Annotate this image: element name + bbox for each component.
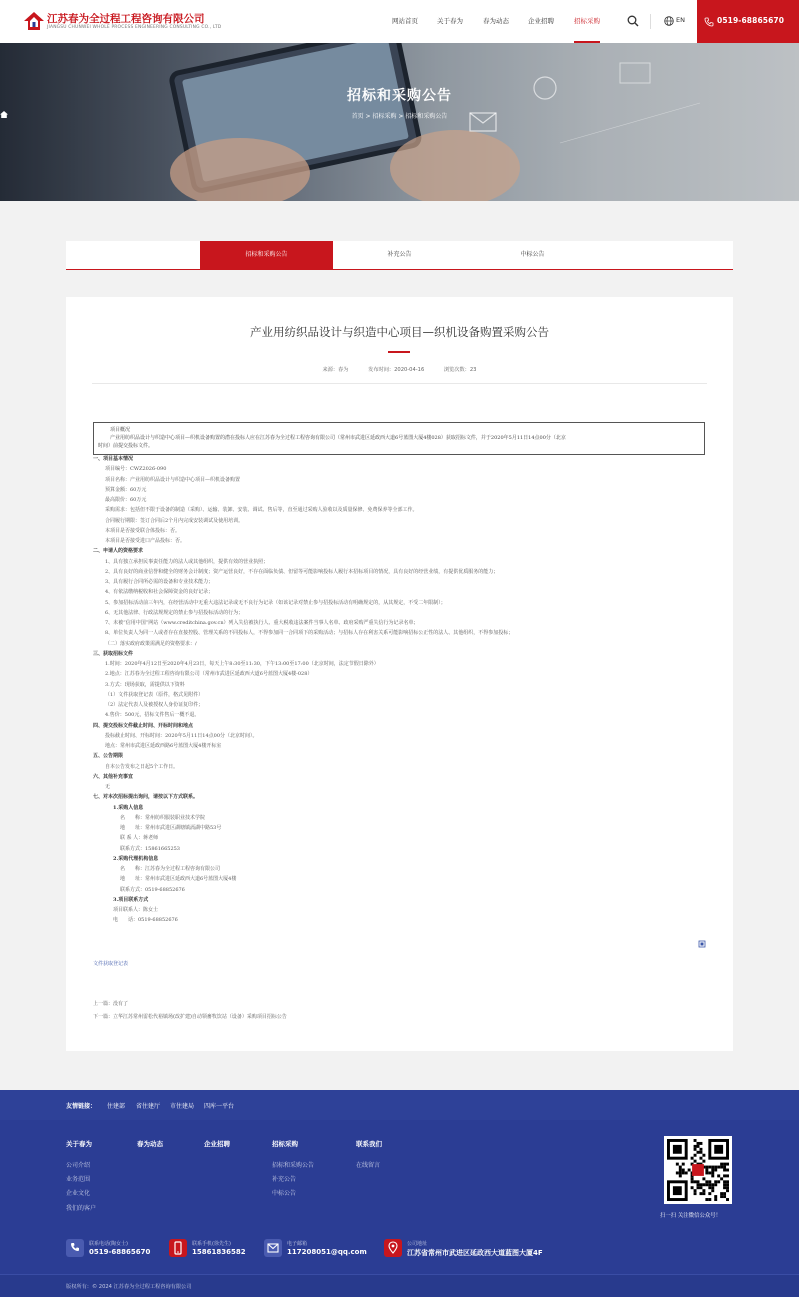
contact-label: 联系电话(陶女士) [89, 1241, 128, 1247]
footer-col-news-head[interactable]: 春为动态 [137, 1140, 163, 1148]
banner-tablet-image [0, 43, 799, 201]
nav-recruit[interactable]: 企业招聘 [528, 17, 554, 25]
body-line: 地 址：常州市武进区延政西大道6号蓝图大厦4楼 [120, 876, 237, 883]
attachment-icon[interactable] [698, 940, 706, 948]
body-line: 4、有依法缴纳税收和社会保障资金的良好记录； [105, 589, 214, 596]
section-heading: 四、提交投标文件截止时间、开标时间和地点 [93, 722, 194, 729]
body-line: 5、参加招标活动前三年内，在经营活动中无重大违法记录或无不良行为记录（如该记录对禁止参与招投标活动有明确规定的，从其规定，不受二年限制）； [105, 599, 446, 606]
phone-icon [704, 17, 714, 27]
body-line: 地点：常州市武进区延政西路6号蓝图大厦4楼开标室 [105, 743, 222, 749]
wechat-qr-code [664, 1136, 732, 1204]
body-line: 项目编号：CWZ2026-090 [105, 466, 167, 473]
body-line: 预算金额：60万元 [105, 486, 147, 493]
divider [92, 383, 707, 384]
next-article-link[interactable]: 下一篇：立华江苏常州雷松代裕镇场(改扩建)自动领畜牧饮站（设备）采购项目招标公告 [93, 1014, 287, 1020]
header-phone-number: 0519-68865670 [717, 16, 785, 25]
body-line: 1、具有独立承担民事责任能力的法人或其他组织，提供有效的营业执照； [105, 558, 269, 565]
contact-label: 公司地址 [407, 1241, 428, 1247]
title-underline [388, 351, 410, 353]
search-icon[interactable] [627, 15, 639, 27]
qr-code-icon [667, 1139, 729, 1201]
breadcrumb-home[interactable]: 首页 [351, 113, 364, 120]
footer-link[interactable]: 招标和采购公告 [272, 1162, 315, 1169]
attachment-link[interactable]: 文件获取登记表 [93, 961, 129, 967]
article-title: 产业用纺织品设计与织造中心项目—织机设备购置采购公告 [250, 325, 549, 339]
body-line: 7、未被“信用中国”网站（www.creditchina.gov.cn）列入失信被执行人、重大税收违法案件当事人名单、政府采购严重失信行为记录名单； [105, 620, 419, 626]
body-line: 名 称：常州纺织服装职业技术学院 [120, 814, 206, 821]
contact-value: 江苏省常州市武进区延政西大道蓝图大厦4F [407, 1249, 543, 1257]
footer-link[interactable]: 我们的客户 [66, 1205, 97, 1212]
article-source: 来源：春为 [322, 367, 349, 373]
friend-links [0, 1090, 799, 1120]
article-date: 发布时间：2020-04-16 [368, 367, 425, 373]
overview-text: 时间）前提交投标文件。 [98, 443, 154, 449]
body-line: 采购需求：包括但不限于设备的制造（采购）、运输、装卸、安装、调试、售后等，直至通过采购人验收以及质量保修、免费保养等全部工作。 [105, 507, 418, 514]
body-line: 投标截止时间、开标时间：2020年5月11日14点00分（北京时间）。 [105, 732, 258, 739]
body-line: 4.售价：500元，招标文件售后一概不退。 [105, 712, 200, 719]
copyright-bar [0, 1274, 799, 1297]
body-line: 合同履行期限：签订合同后2个月内完成安装调试及使用培训。 [105, 517, 244, 524]
article-meta [66, 366, 733, 373]
contact-label: 电子邮箱 [287, 1241, 308, 1247]
logo-company-name: 江苏春为全过程工程咨询有限公司 [47, 13, 205, 25]
body-line: 1.时间：2020年4月12日至2020年4月23日，每天上午8:30至11:30，下午13:00至17:00（北京时间，法定节假日除外） [105, 661, 379, 667]
body-line: 2.地点：江苏春为全过程工程咨询有限公司（常州市武进区延政西大道6号蓝图大厦4楼-028） [105, 671, 313, 678]
section-heading: 七、对本次招标提出询问，请按以下方式联系。 [93, 794, 199, 801]
body-line: 最高限价：60万元 [105, 497, 147, 503]
body-line: 本项目是否接受进口产品投标：否。 [105, 538, 186, 544]
body-line: 8、单位负责人为同一人或者存在直接控股、管理关系的不同投标人，不得参加同一合同项下的采购活动；与招标人存在利害关系可能影响招标公正性的法人、其他组织，不得参加投标； [105, 630, 514, 637]
contact-value: 15861836582 [192, 1248, 246, 1256]
body-line: 联 系 人：蒋老师 [120, 835, 159, 842]
contact-label: 联系手机(徐先生) [192, 1241, 231, 1247]
body-line: 6、无其他法律、行政法规规定的禁止参与招投标活动的行为； [105, 609, 244, 616]
body-line: 自本公告发布之日起5个工作日。 [105, 763, 179, 770]
body-line: （二）落实政府政策需满足的资格要求：/ [105, 640, 197, 647]
nav-tender[interactable]: 招标采购 [574, 0, 600, 43]
footer-link[interactable]: 在线留言 [356, 1162, 381, 1169]
body-line: 3、具有履行合同所必需的设备和专业技术能力； [105, 579, 214, 585]
overview-heading: 项目概况 [110, 427, 131, 433]
section-heading: 3.项目联系方式 [113, 896, 149, 903]
nav-about[interactable]: 关于春为 [437, 17, 463, 25]
footer-col-recruit-head[interactable]: 企业招聘 [204, 1140, 230, 1148]
home-icon [0, 111, 8, 118]
body-line: （2）法定代表人及被授权人身份证复印件； [105, 702, 204, 708]
section-heading: 一、项目基本情况 [93, 456, 134, 462]
header-phone[interactable] [697, 0, 799, 43]
friend-link[interactable]: 市住建局 [170, 1103, 195, 1110]
language-switch[interactable]: EN [676, 16, 685, 24]
article-views: 浏览次数：23 [443, 367, 477, 373]
contact-value: 117208051@qq.com [287, 1248, 367, 1256]
tab-award-notice[interactable]: 中标公告 [520, 251, 545, 258]
page-banner [0, 43, 799, 201]
body-line: 联系方式：15861665253 [120, 845, 180, 852]
friend-link[interactable]: 省住建厅 [136, 1103, 161, 1110]
friend-links-label: 友情链接： [66, 1103, 97, 1110]
breadcrumb-separator: > [398, 113, 404, 120]
body-line: （1）文件获取登记表（原件，格式见附件） [105, 691, 204, 698]
mobile-icon [169, 1239, 187, 1257]
section-heading: 二、申请人的资格要求 [93, 548, 144, 555]
logo[interactable] [24, 10, 222, 34]
tab-supplement-notice[interactable]: 补充公告 [387, 251, 412, 258]
logo-english-name: JIANGSU CHUNWEI WHOLE PROCESS ENGINEERING CONSULTING CO., LTD [47, 25, 222, 30]
friend-link[interactable]: 住建部 [107, 1103, 126, 1110]
footer-link[interactable]: 企业文化 [66, 1190, 91, 1197]
footer-col-tender-head[interactable]: 招标采购 [272, 1140, 298, 1148]
footer-col-contact-head[interactable]: 联系我们 [356, 1140, 382, 1148]
section-heading: 2.采购代理机构信息 [113, 855, 159, 862]
body-line: 无 [105, 784, 111, 790]
nav-news[interactable]: 春为动态 [483, 17, 509, 25]
sub-nav-tabs [66, 241, 733, 270]
body-line: 地 址：常州市武进区湖塘镇滆湖中路53号 [120, 825, 222, 831]
prev-article-link[interactable]: 上一篇：没有了 [93, 1001, 129, 1007]
copyright-text: 版权所有：© 2024 江苏春为全过程工程咨询有限公司 [66, 1284, 192, 1290]
footer-link[interactable]: 公司介绍 [66, 1162, 91, 1169]
project-overview-box [93, 422, 705, 455]
overview-text: 产业用纺织品设计与织造中心项目—织机设备购置的潜在投标人应在江苏春为全过程工程咨询有限公司（常州市武进区延政西大道6号蓝图大厦4楼028）获取招标文件，并于2020年5月11日14点00分（北京 [110, 435, 566, 441]
location-icon [384, 1239, 402, 1257]
header-divider [650, 14, 651, 29]
body-line: 项目名称：产业用纺织品设计与织造中心项目—织机设备购置 [105, 476, 241, 483]
tab-tender-notice[interactable]: 招标和采购公告 [200, 241, 333, 269]
body-line: 项目联系人：陈女士 [113, 907, 159, 913]
globe-icon[interactable] [664, 16, 674, 26]
footer-col-about-head[interactable]: 关于春为 [66, 1140, 92, 1148]
body-line: 3.方式：现场获取，需提供以下资料 [105, 681, 185, 688]
mail-icon [264, 1239, 282, 1257]
friend-link[interactable]: 四库一平台 [204, 1103, 235, 1110]
section-heading: 六、其他补充事宜 [93, 773, 134, 780]
logo-house-icon [24, 12, 44, 30]
article-panel [66, 297, 733, 1051]
site-footer [0, 1090, 799, 1297]
section-heading: 三、获取招标文件 [93, 650, 134, 657]
body-line: 电 话：0519-68852676 [113, 917, 178, 924]
section-heading: 五、公告期限 [93, 753, 124, 760]
footer-link[interactable]: 业务范围 [66, 1176, 91, 1183]
breadcrumb-tender[interactable]: 招标采购 [372, 113, 397, 120]
site-header [0, 0, 799, 43]
phone-icon [66, 1239, 84, 1257]
body-line: 联系方式：0519-68852676 [120, 886, 185, 893]
body-line: 名 称：江苏春为全过程工程咨询有限公司 [120, 866, 221, 872]
contact-value: 0519-68865670 [89, 1248, 151, 1256]
breadcrumb [0, 111, 799, 120]
footer-link[interactable]: 补充公告 [272, 1176, 297, 1183]
body-line: 本项目是否接受联合体投标：否。 [105, 527, 181, 534]
qr-caption: 扫一扫 关注微信公众号！ [660, 1213, 722, 1219]
section-heading: 1.采购人信息 [113, 804, 144, 811]
nav-home[interactable]: 网站首页 [392, 17, 418, 25]
breadcrumb-separator: > [365, 113, 371, 120]
footer-link[interactable]: 中标公告 [272, 1190, 297, 1197]
breadcrumb-current[interactable]: 招标和采购公告 [405, 113, 448, 120]
page-title: 招标和采购公告 [347, 88, 452, 104]
body-line: 2、具有良好的商业信誉和健全的财务会计制度；资产运营良好，不存在面临负债、但留等可能影响投标人履行本招标项目的情况，具有良好的经营业绩，有提供优质服务的能力； [105, 568, 499, 575]
